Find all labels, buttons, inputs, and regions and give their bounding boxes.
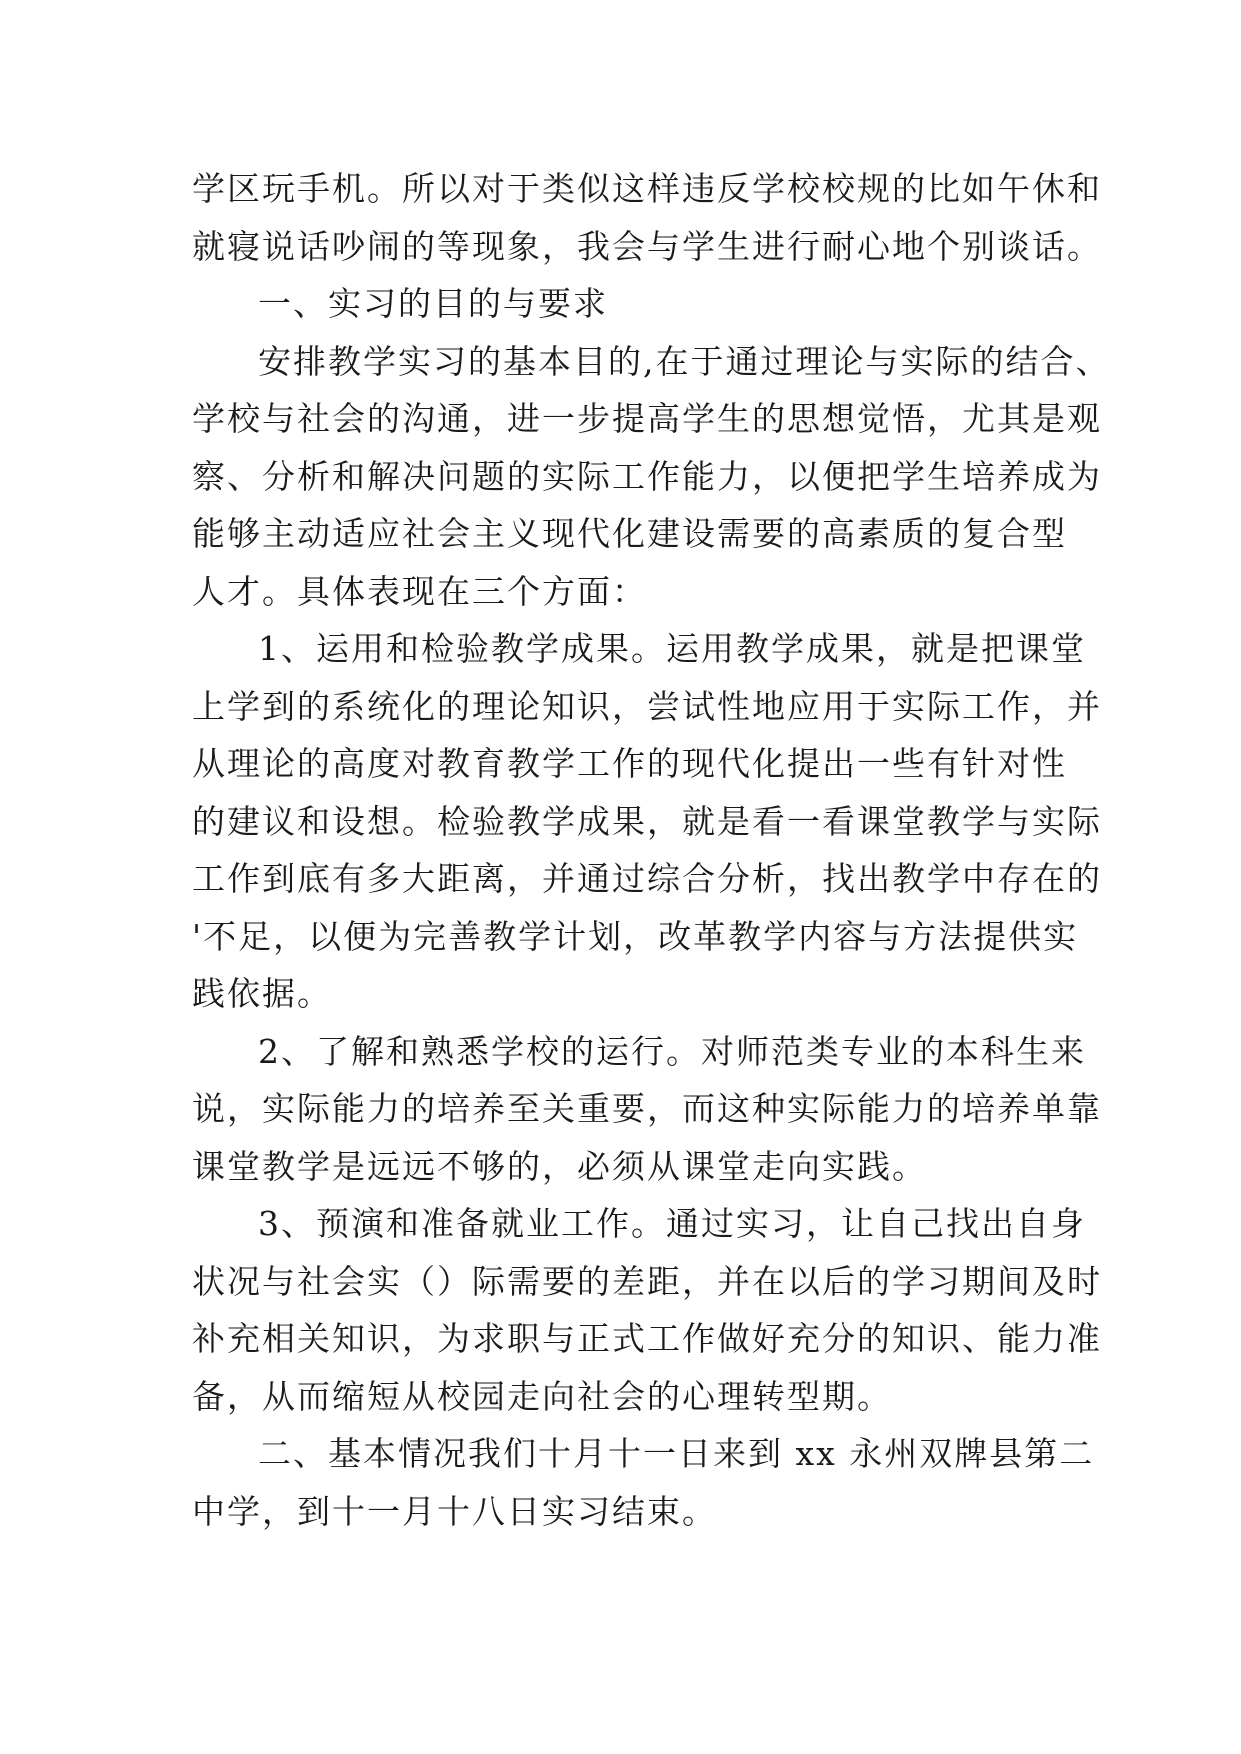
text-line: 的建议和设想。检验教学成果，就是看一看课堂教学与实际 (192, 801, 1102, 841)
text-line: 上学到的系统化的理论知识，尝试性地应用于实际工作，并 (192, 686, 1102, 726)
text-line: 工作到底有多大距离，并通过综合分析，找出教学中存在的 (192, 859, 1102, 898)
text-line: 就寝说话吵闹的等现象，我会与学生进行耐心地个别谈话。 (192, 226, 1102, 266)
text-line: 学校与社会的沟通，进一步提高学生的思想觉悟，尤其是观 (192, 399, 1102, 438)
text-line: 备，从而缩短从校园走向社会的心理转型期。 (192, 1376, 892, 1416)
text-line: 中学，到十一月十八日实习结束。 (192, 1491, 717, 1531)
text-line: 课堂教学是远远不够的，必须从课堂走向实践。 (192, 1146, 927, 1186)
text-line: 察、分析和解决问题的实际工作能力，以便把学生培养成为 (192, 456, 1102, 496)
text-line: 从理论的高度对教育教学工作的现代化提出一些有针对性 (192, 744, 1067, 783)
text-line: 状况与社会实（）际需要的差距，并在以后的学习期间及时 (192, 1261, 1102, 1301)
text-line: 践依据。 (192, 974, 332, 1013)
text-line: 3、预演和准备就业工作。通过实习，让自己找出自身 (258, 1204, 1086, 1243)
text-line: 说，实际能力的培养至关重要，而这种实际能力的培养单靠 (192, 1089, 1102, 1128)
text-line: 能够主动适应社会主义现代化建设需要的高素质的复合型 (192, 514, 1067, 553)
text-line: 补充相关知识，为求职与正式工作做好充分的知识、能力准 (192, 1319, 1102, 1358)
section-heading: 一、实习的目的与要求 (258, 284, 608, 323)
text-line: 安排教学实习的基本目的,在于通过理论与实际的结合、 (258, 341, 1111, 381)
document-body (192, 160, 1111, 1540)
text-line: '不足，以便为完善教学计划，改革教学内容与方法提供实 (192, 916, 1079, 956)
text-line: 人才。具体表现在三个方面： (192, 571, 647, 611)
text-line: 二、基本情况我们十月十一日来到 xx 永州双牌县第二 (258, 1434, 1095, 1473)
text-line: 学区玩手机。所以对于类似这样违反学校校规的比如午休和 (192, 169, 1102, 208)
text-line: 1、运用和检验教学成果。运用教学成果，就是把课堂 (258, 629, 1086, 668)
text-line: 2、了解和熟悉学校的运行。对师范类专业的本科生来 (258, 1031, 1086, 1071)
